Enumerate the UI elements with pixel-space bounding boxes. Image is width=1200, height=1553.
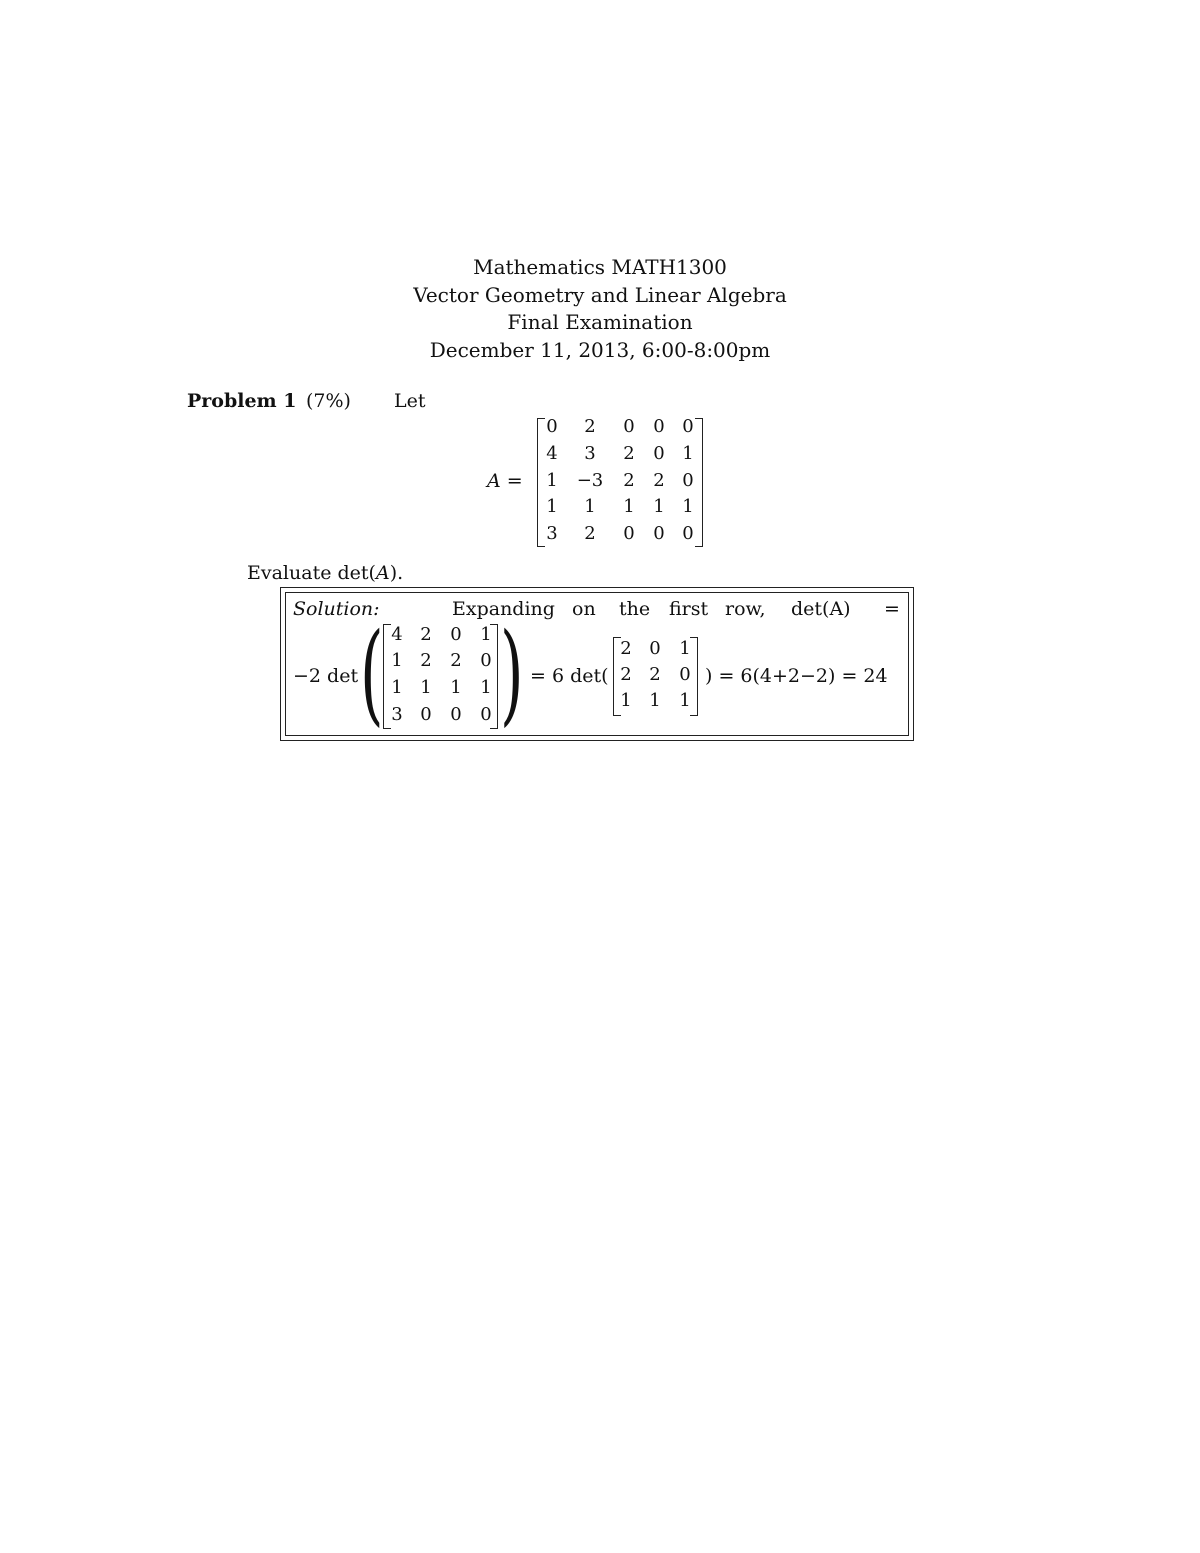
matrix-cell: 1 [623,496,635,517]
matrix-cell: 0 [546,416,558,437]
matrix-cell: 0 [653,523,665,544]
matrix-name: A = [487,470,523,492]
matrix-cell: 4 [391,624,403,645]
course-subtitle: Vector Geometry and Linear Algebra [413,282,787,307]
matrix-cell: 1 [682,443,694,464]
matrix-cell: 1 [391,677,403,698]
problem-task: Evaluate det(A). [247,562,404,584]
matrix-cell: 0 [682,523,694,544]
matrix-cell: 1 [480,677,492,698]
matrix-cell: 1 [391,650,403,671]
exam-header [0,254,1200,364]
matrix-cell: 1 [620,690,632,711]
matrix-cell: 2 [623,443,635,464]
matrix-cell: 0 [623,523,635,544]
matrix-cell: 4 [546,443,558,464]
matrix-cell: 0 [420,704,432,725]
solution-word-3: the [619,598,651,620]
matrix-cell: 3 [546,523,558,544]
solution-mid: = 6 det( [530,665,609,687]
solution-word-5: row, [725,598,766,620]
matrix-cell: 2 [620,664,632,685]
matrix-cell: 2 [620,638,632,659]
course-title: Mathematics MATH1300 [473,255,727,279]
matrix-cell: 0 [450,704,462,725]
matrix-cell: 0 [450,624,462,645]
matrix-cell: −3 [576,470,604,491]
matrix-cell: 1 [653,496,665,517]
matrix-cell: 0 [623,416,635,437]
matrix-cell: 1 [546,496,558,517]
matrix-cell: 1 [420,677,432,698]
matrix-cell: 2 [584,523,596,544]
exam-name: Final Examination [507,310,693,334]
matrix-cell: 2 [450,650,462,671]
matrix-cell: 0 [682,416,694,437]
exam-date: December 11, 2013, 6:00-8:00pm [429,337,771,362]
problem-weight: (7%) [306,390,351,412]
matrix-cell: 2 [584,416,596,437]
solution-word-1: Expanding [452,598,555,620]
solution-word-6: det(A) [791,598,851,620]
matrix-cell: 0 [679,664,691,685]
solution-word-2: on [572,598,596,620]
big-right-paren: ) [500,609,524,737]
matrix-cell: 1 [546,470,558,491]
problem-intro: Let [394,390,426,412]
solution-prefix: −2 det [293,665,359,687]
matrix-cell: 0 [480,704,492,725]
matrix-cell: 1 [450,677,462,698]
matrix-cell: 0 [653,443,665,464]
matrix-cell: 0 [682,470,694,491]
matrix-cell: 1 [649,690,661,711]
matrix-cell: 0 [649,638,661,659]
matrix-cell: 2 [623,470,635,491]
matrix-cell: 2 [649,664,661,685]
solution-word-7: = [884,598,900,620]
matrix-cell: 1 [480,624,492,645]
matrix-cell: 2 [420,624,432,645]
matrix-cell: 0 [480,650,492,671]
matrix-cell: 3 [584,443,596,464]
solution-word-4: first [669,598,709,620]
matrix-cell: 1 [682,496,694,517]
solution-label: Solution: [293,598,380,620]
problem-label: Problem 1 [187,390,297,412]
matrix-cell: 2 [420,650,432,671]
matrix-cell: 2 [653,470,665,491]
matrix-cell: 1 [679,638,691,659]
matrix-cell: 3 [391,704,403,725]
solution-tail: ) = 6(4+2−2) = 24 [705,665,888,687]
big-left-paren: ( [360,609,384,737]
matrix-cell: 1 [584,496,596,517]
matrix-cell: 0 [653,416,665,437]
matrix-cell: 1 [679,690,691,711]
